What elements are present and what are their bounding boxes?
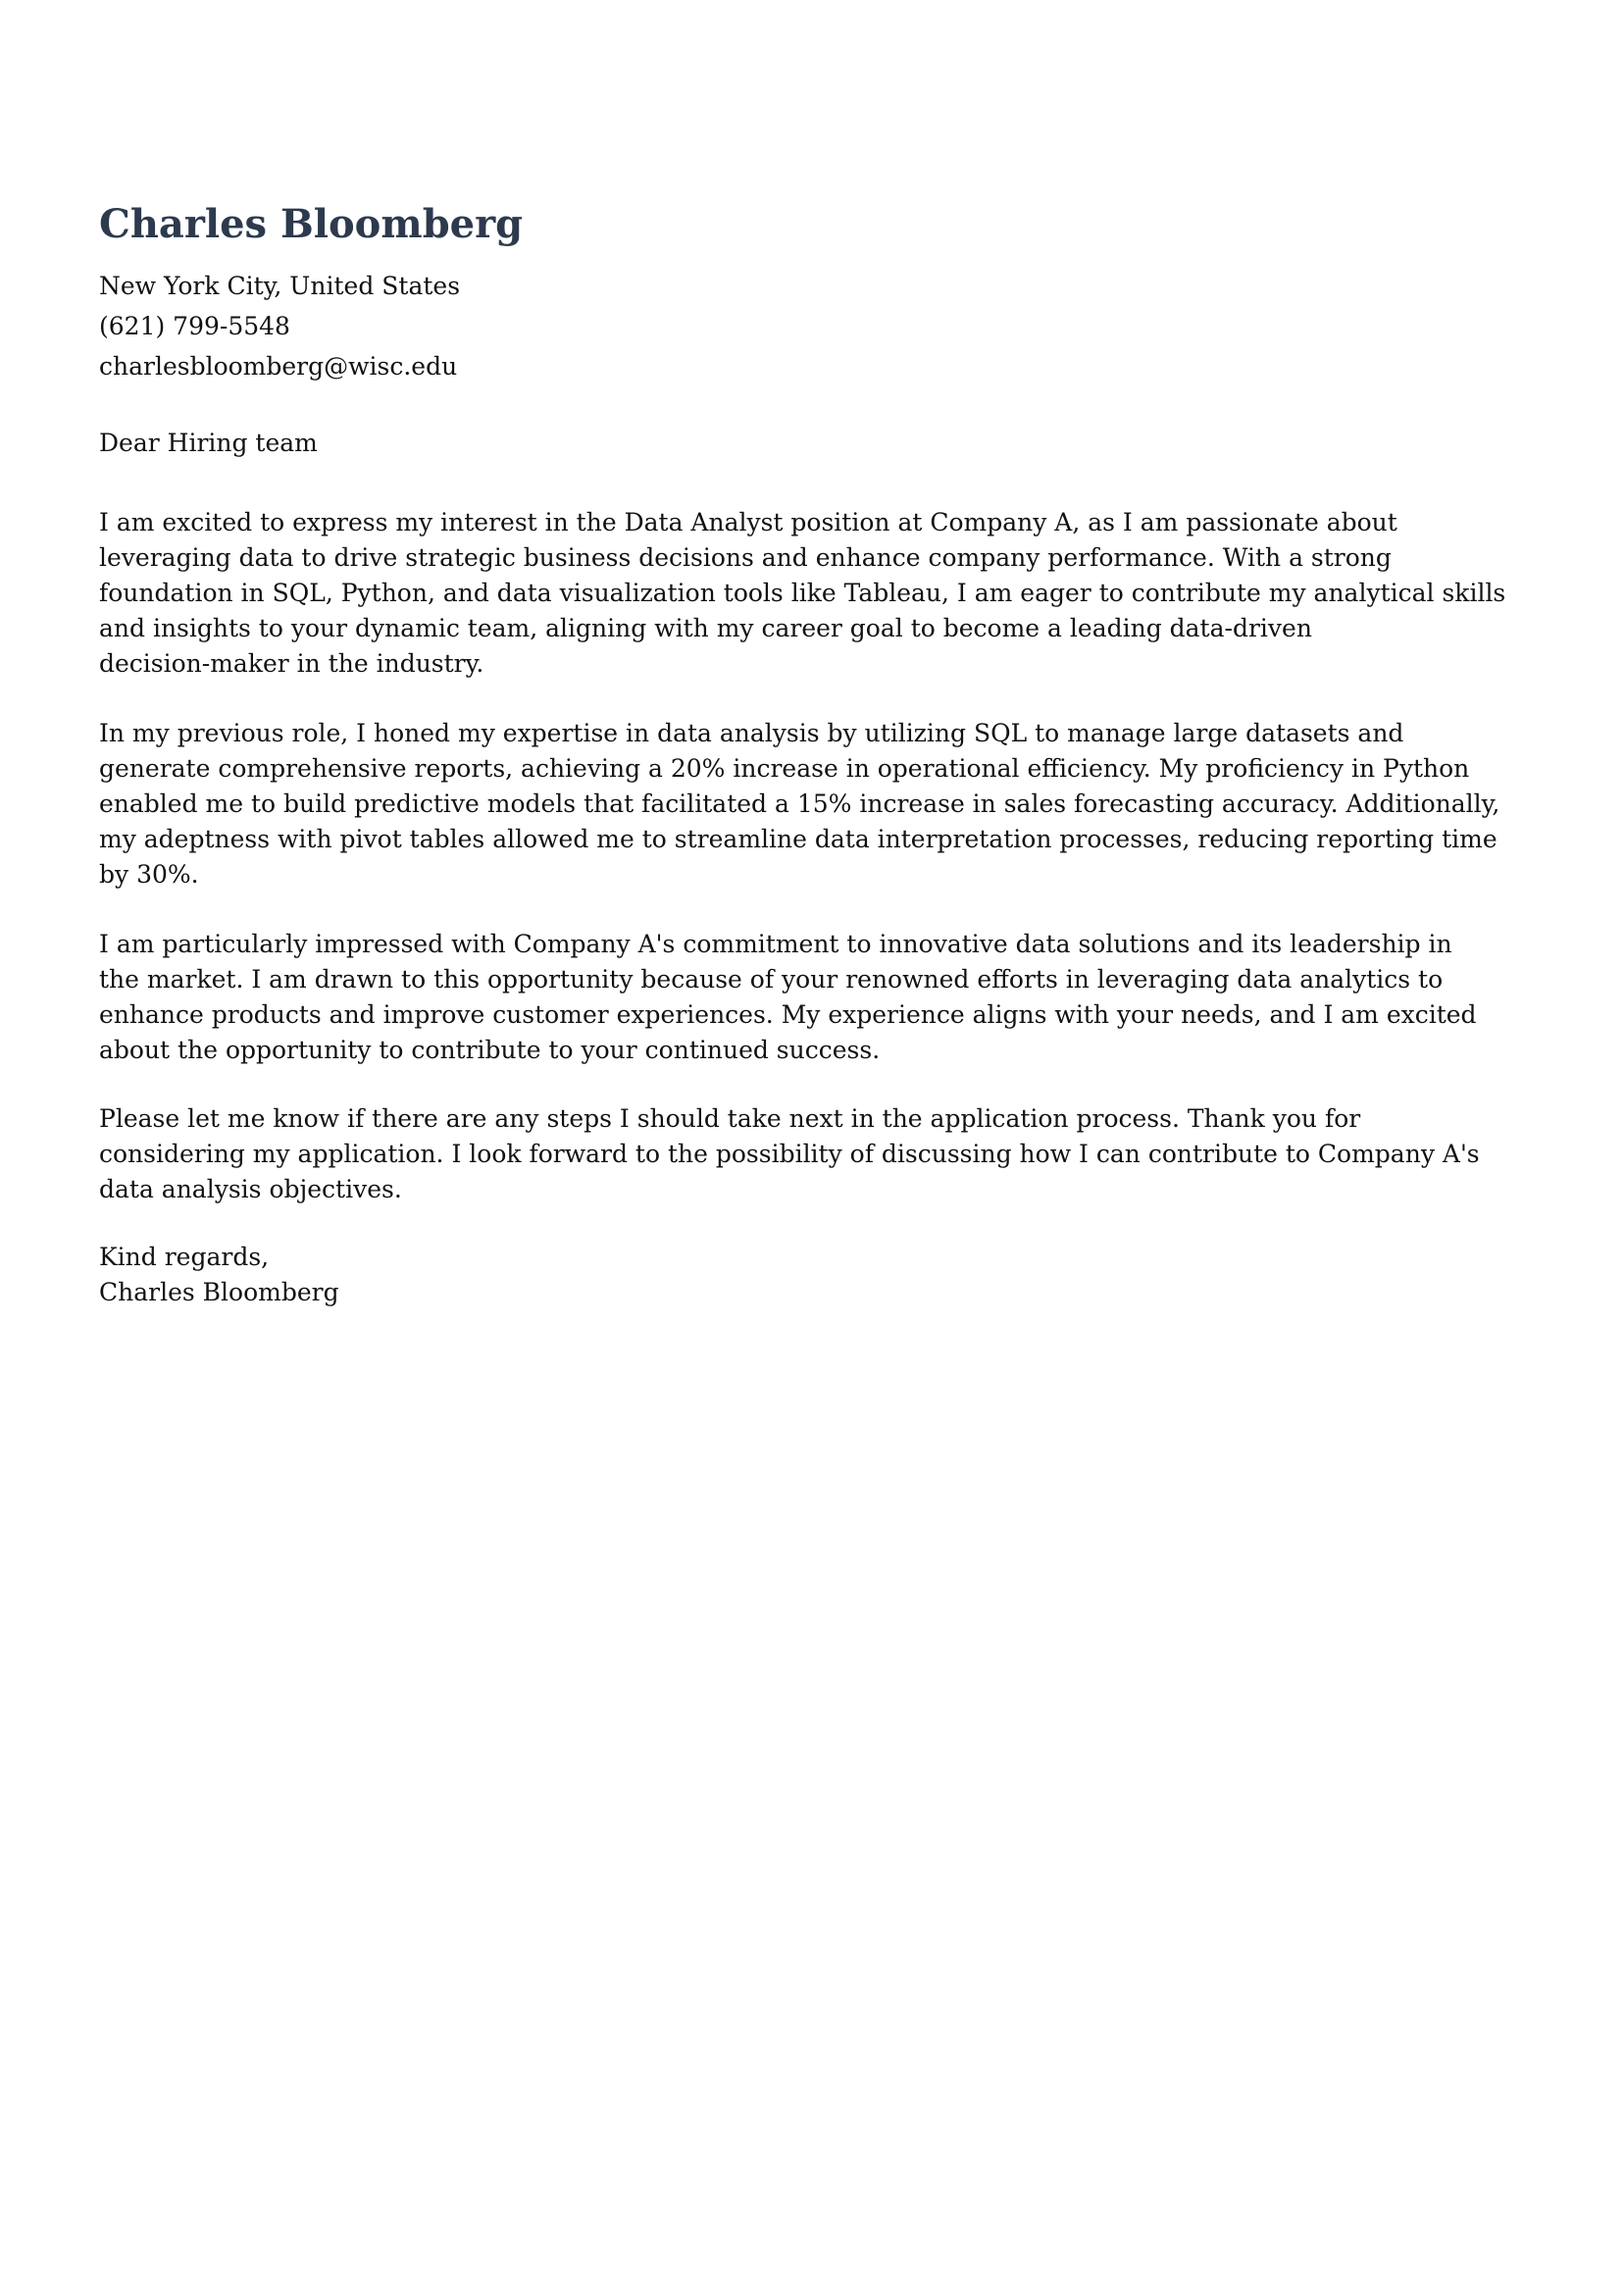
phone: (621) 799-5548 — [99, 312, 290, 340]
paragraph-line: foundation in SQL, Python, and data visualization tools like Tableau, I am eager to contribute my analytical skills — [99, 579, 1506, 607]
closing: Kind regards, — [99, 1243, 270, 1271]
paragraph-line: enhance products and improve customer experiences. My experience aligns with your needs, and I am excited — [99, 1000, 1477, 1029]
paragraph-line: about the opportunity to contribute to your continued success. — [99, 1036, 881, 1064]
paragraph-line: I am particularly impressed with Company A's commitment to innovative data solutions and its leadership in — [99, 930, 1452, 958]
applicant-name: Charles Bloomberg — [99, 201, 524, 247]
location: New York City, United States — [99, 272, 461, 300]
paragraph-line: Please let me know if there are any steps I should take next in the application process. Thank you for — [99, 1104, 1361, 1133]
paragraph-line: considering my application. I look forward to the possibility of discussing how I can contribute to Company A's — [99, 1140, 1480, 1168]
paragraph-line: data analysis objectives. — [99, 1175, 402, 1203]
salutation: Dear Hiring team — [99, 429, 318, 457]
paragraph-line: my adeptness with pivot tables allowed me to streamline data interpretation processes, reducing reporting time — [99, 825, 1497, 853]
paragraph-line: In my previous role, I honed my expertise in data analysis by utilizing SQL to manage large datasets and — [99, 719, 1404, 747]
paragraph-line: I am excited to express my interest in the Data Analyst position at Company A, as I am passionate about — [99, 508, 1397, 536]
sign-off — [99, 1240, 339, 1310]
paragraph-3 — [99, 927, 1477, 1068]
paragraph-1 — [99, 505, 1505, 682]
paragraph-2 — [99, 716, 1499, 892]
paragraph-line: enabled me to build predictive models that facilitated a 15% increase in sales forecasting accuracy. Additionally, — [99, 790, 1500, 818]
email: charlesbloomberg@wisc.edu — [99, 352, 458, 381]
contact-info — [99, 266, 460, 386]
paragraph-line: by 30%. — [99, 860, 199, 889]
paragraph-line: and insights to your dynamic team, aligning with my career goal to become a leading data-driven — [99, 614, 1312, 642]
paragraph-line: decision-maker in the industry. — [99, 649, 484, 678]
paragraph-line: the market. I am drawn to this opportunity because of your renowned efforts in leveraging data analytics to — [99, 965, 1444, 994]
signature: Charles Bloomberg — [99, 1278, 339, 1306]
paragraph-line: generate comprehensive reports, achieving a 20% increase in operational efficiency. My proficiency in Python — [99, 754, 1470, 783]
paragraph-4 — [99, 1101, 1480, 1207]
paragraph-line: leveraging data to drive strategic business decisions and enhance company performance. With a strong — [99, 543, 1392, 572]
